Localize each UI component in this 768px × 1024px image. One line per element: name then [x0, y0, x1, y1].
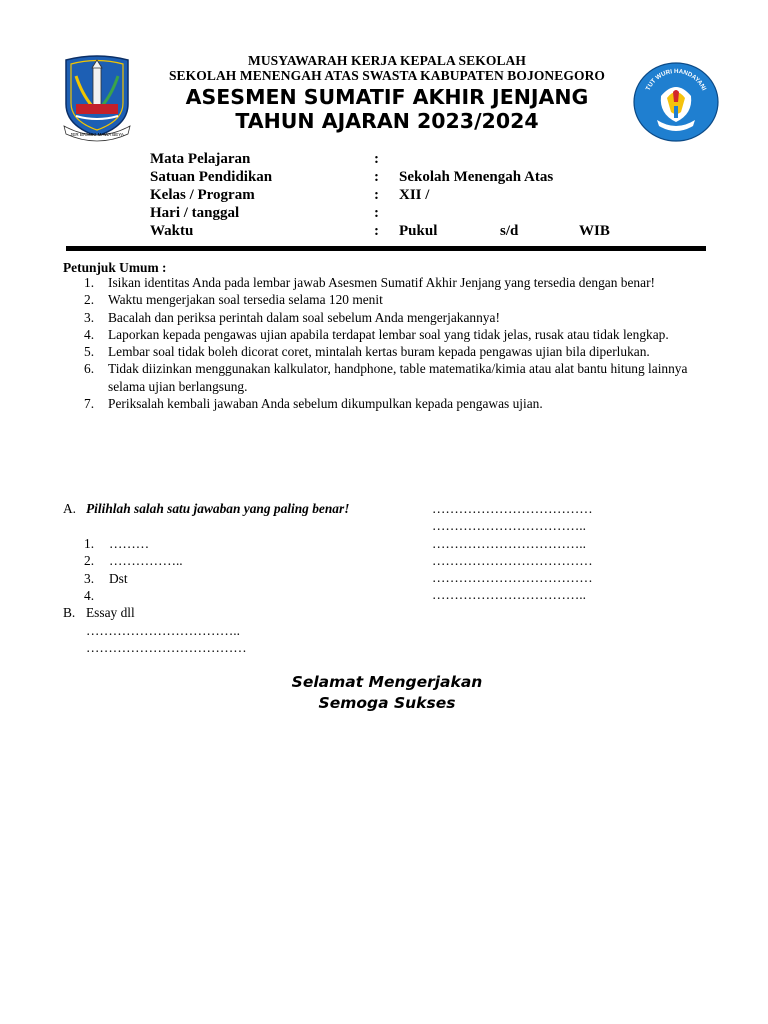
list-item: [84, 395, 694, 412]
identity-value-timezone: WIB: [579, 223, 610, 239]
identity-value: Pukul: [399, 223, 438, 239]
list-number: 2.: [84, 292, 95, 308]
list-item: [84, 326, 694, 343]
list-text: Tidak diizinkan menggunakan kalkulator, handphone, table matematika/kimia atau alat bantu hitung lainnya selama ujian berlangsung.: [108, 361, 688, 394]
identity-value: Sekolah Menengah Atas: [399, 169, 554, 185]
dotted-line: ………………………………: [432, 552, 593, 568]
list-text: Isikan identitas Anda pada lembar jawab Asesmen Sumatif Akhir Jenjang yang tersedia dengan benar!: [108, 275, 655, 290]
tut-wuri-handayani-logo: [633, 62, 719, 142]
list-number: 5.: [84, 344, 95, 360]
list-text: Periksalah kembali jawaban Anda sebelum dikumpulkan kepada pengawas ujian.: [108, 396, 543, 412]
document-title: ASESMEN SUMATIF AKHIR JENJANG: [185, 85, 589, 109]
section-b-dots: [86, 622, 247, 657]
emblem-motto-text: TUT WURI HANDAYANI: [644, 67, 708, 92]
identity-colon: :: [374, 223, 379, 239]
provincial-emblem-logo: [62, 54, 132, 142]
list-number: 7.: [84, 396, 95, 412]
identity-colon: :: [374, 169, 379, 185]
identity-colon: :: [374, 187, 379, 203]
emblem-motto: JER BASUKI MAWA BEYA: [70, 132, 124, 137]
dotted-line: ………………………………: [432, 501, 593, 516]
dotted-line: ……………………………..: [432, 587, 586, 603]
identity-label: Kelas / Program: [150, 187, 255, 203]
document-subtitle: TAHUN AJARAN 2023/2024: [235, 109, 539, 133]
question-number: 1.: [84, 536, 95, 551]
list-item: [84, 360, 694, 395]
closing-line-2: Semoga Sukses: [318, 694, 456, 712]
identity-label: Waktu: [150, 223, 194, 239]
dotted-line: ……………………………..: [86, 623, 240, 638]
list-text: Laporkan kepada pengawas ujian apabila terdapat lembar soal yang tidak jelas, rusak atau tidak lengkap.: [108, 326, 669, 342]
identity-label: Mata Pelajaran: [150, 151, 251, 167]
instructions-title: Petunjuk Umum :: [63, 260, 167, 275]
question-text: Dst: [109, 570, 128, 586]
list-text: Bacalah dan periksa perintah dalam soal sebelum Anda mengerjakannya!: [108, 309, 500, 325]
list-number: 1.: [84, 275, 95, 290]
list-item: [84, 291, 694, 308]
list-number: 3.: [84, 309, 95, 325]
identity-colon: :: [374, 205, 379, 221]
list-item: [84, 309, 694, 326]
identity-value: XII /: [399, 187, 430, 203]
dotted-line: ……………………………..: [432, 535, 586, 551]
section-b-text: Essay dll: [86, 605, 135, 620]
dotted-line: ………………………………: [86, 640, 247, 656]
dotted-line: ……………………………..: [432, 518, 586, 534]
dotted-line: ………………………………: [432, 570, 593, 586]
question-number: 4.: [84, 587, 95, 603]
question-number: 3.: [84, 570, 95, 586]
list-item: [84, 343, 694, 360]
question-number: 2.: [84, 553, 95, 569]
header-divider: [66, 246, 706, 251]
identity-label: Satuan Pendidikan: [150, 169, 273, 185]
list-text: Waktu mengerjakan soal tersedia selama 120 menit: [108, 292, 383, 308]
header-line-2: SEKOLAH MENENGAH ATAS SWASTA KABUPATEN BOJONEGORO: [168, 68, 606, 83]
section-a-instruction: Pilihlah salah satu jawaban yang paling benar!: [86, 501, 350, 516]
section-b-label: B.: [63, 605, 76, 620]
question-text: ……………..: [109, 553, 183, 569]
section-a-label: A.: [63, 501, 77, 516]
question-text: ………: [109, 536, 150, 551]
section-a-right-column: [432, 500, 593, 604]
identity-colon: :: [374, 151, 379, 167]
list-number: 6.: [84, 361, 95, 377]
list-text: Lembar soal tidak boleh dicorat coret, mintalah kertas buram kepada pengawas ujian bila diperlukan.: [108, 344, 650, 360]
list-number: 4.: [84, 326, 95, 342]
header-line-1: MUSYAWARAH KERJA KEPALA SEKOLAH: [247, 53, 527, 68]
instructions-list: [84, 274, 694, 412]
identity-label: Hari / tanggal: [150, 205, 240, 221]
closing-line-1: Selamat Mengerjakan: [291, 673, 483, 691]
list-item: [84, 274, 694, 291]
identity-value-until: s/d: [500, 223, 519, 239]
